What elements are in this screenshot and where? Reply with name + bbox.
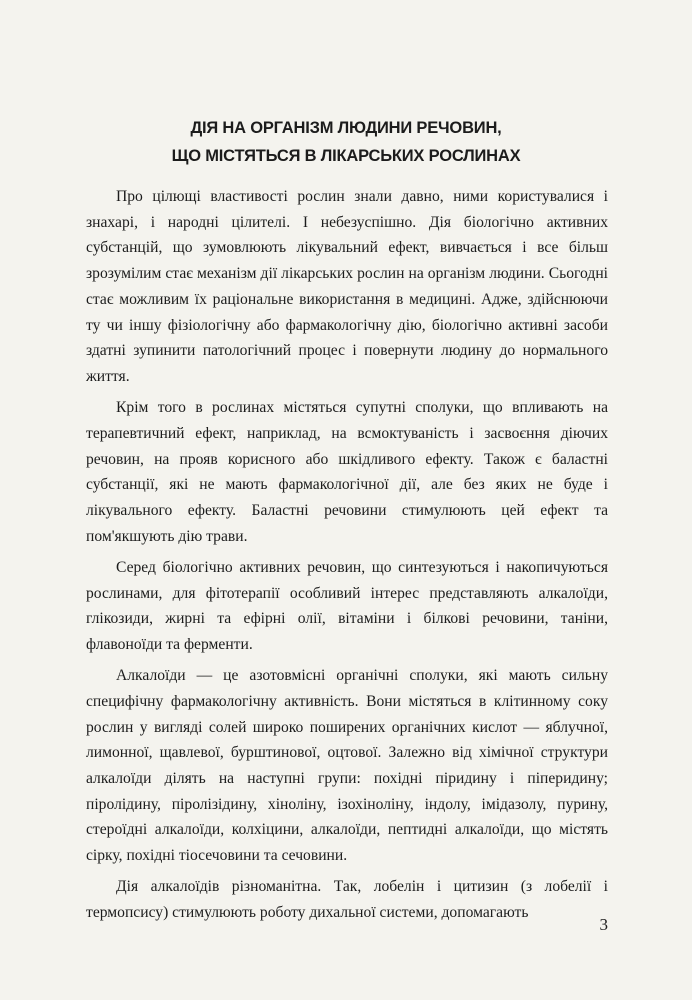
paragraph-2: Крім того в рослинах містяться супутні сполуки, що впливають на терапевтичний ефект, наприклад, на всмоктуваність і засвоєння діючих речовин, на прояв корисного або шкідливого ефекту. Також є баластні субстанції, які не мають фармакологічної дії, але без яких не буде і лікувального ефекту. Баластні речовини стимулюють цей ефект та пом'якшують дію трави. <box>86 399 608 545</box>
chapter-heading <box>60 114 632 170</box>
chapter-heading-line-1: ДІЯ НА ОРГАНІЗМ ЛЮДИНИ РЕЧОВИН, <box>190 119 502 137</box>
chapter-heading-line-2: ЩО МІСТЯТЬСЯ В ЛІКАРСЬКИХ РОСЛИНАХ <box>171 147 521 165</box>
paragraph-3: Серед біологічно активних речовин, що синтезуються і накопичуються рослинами, для фітотерапії особливий інтерес представляють алкалоїди, глікозиди, жирні та ефірні олії, вітаміни і білкові речовини, таніни, флавоноїди та ферменти. <box>86 558 608 653</box>
body-text <box>86 184 608 931</box>
paragraph-1: Про цілющі властивості рослин знали давно, ними користувалися і знахарі, і народні цілителі. І небезуспішно. Дія біологічно активних субстанцій, що зумовлюють лікувальний ефект, вивчається і все більш зрозумілим стає механізм дії лікарських рослин на організм людини. Сьогодні стає можливим їх раціональне використання в медицині. Адже, здійснюючи ту чи іншу фізіологічну або фармакологічну дію, біологічно активні засоби здатні зупинити патологічний процес і повернути людину до нормального життя. <box>86 188 608 385</box>
paragraph-4: Алкалоїди — це азотовмісні органічні сполуки, які мають сильну специфічну фармакологічну активність. Вони містяться в клітинному соку рослин у вигляді солей широко поширених органічних кислот — яблучної, лимонної, щавлевої, бурштинової, оцтової. Залежно від хімічної структури алкалоїди ділять на наступні групи: похідні піридину і піперидину; піролідину, піролізідину, хіноліну, ізохіноліну, індолу, імідазолу, пурину, стероїдні алкалоїди, колхіцини, алкалоїди, пептидні алкалоїди, що містять сірку, похідні тіосечовини та сечовини. <box>86 667 608 865</box>
paragraph-5: Дія алкалоїдів різноманітна. Так, лобелін і цитизин (з лобелії і термопсису) стимулюють роботу дихальної системи, допомагають <box>86 878 608 921</box>
page-number: 3 <box>599 915 608 934</box>
